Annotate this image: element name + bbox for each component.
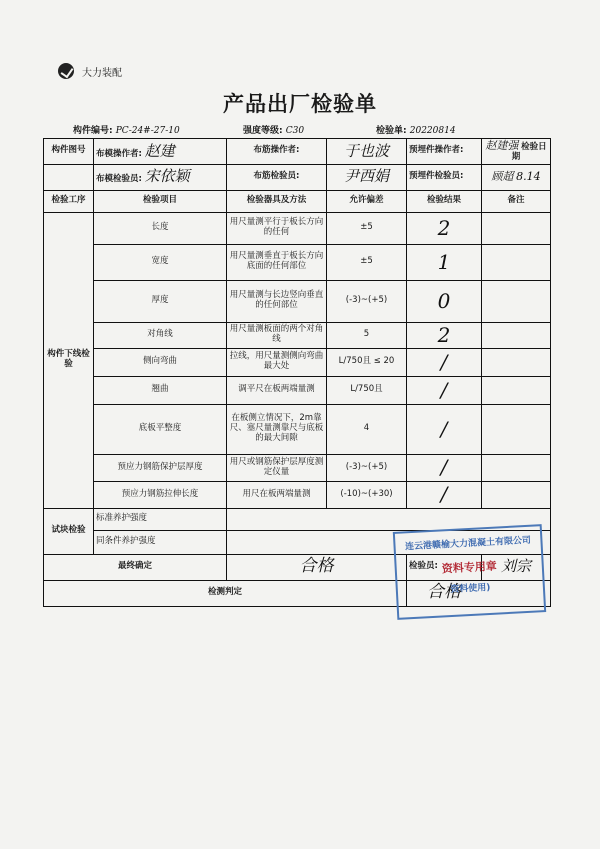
embed-operator: 预埋件操作者: [407,139,482,165]
strength-grade: 强度等级: C30 [243,126,305,136]
trial-label: 试块检验 [44,508,94,554]
rebar-inspector-label: 布筋检验员: [227,164,327,190]
embed-operator-value: 赵建强 检验日期 [482,139,551,165]
formwork-operator: 布模操作者: 赵建 [94,139,227,165]
table-row: 构件下线检验 长度 用尺量测平行于板长方向的任何 ±5 2 [44,212,551,244]
group-label: 构件下线检验 [44,212,94,508]
embed-inspector-value: 顾超 8.14 [482,164,551,190]
component-no: 构件编号: PC-24#-27-10 [73,126,180,136]
table-row: 厚度 用尺量测与长边竖向垂直的任何部位 (-3)~(+5) 0 [44,280,551,322]
formwork-inspector: 布模检验员: 宋依颖 [94,164,227,190]
judge-value: 合格 [407,580,551,606]
rebar-operator-label: 布筋操作者: [227,139,327,165]
table-row [44,139,551,165]
header-row: 检验工序 检验项目 检验器具及方法 允许偏差 检验结果 备注 [44,190,551,212]
table-row: 宽度 用尺量测垂直于板长方向底面的任何部位 ±5 1 [44,244,551,280]
company-stamp: 连云港赣榆大力混凝土有限公司 资料专用章 资料使用) [393,524,546,620]
final-value: 合格 [227,554,407,580]
page-title: 产品出厂检验单 [223,92,377,116]
rebar-operator: 于也波 [327,139,407,165]
table-row: 预应力钢筋保护层厚度 用尺或钢筋保护层厚度测定仪量 (-3)~(+5) / [44,454,551,481]
table-row: 对角线 用尺量测板面的两个对角线 5 2 [44,322,551,348]
rebar-inspector: 尹西娟 [327,164,407,190]
table-row: 同条件养护强度 [44,530,551,554]
table-row: 翘曲 调平尺在板两端量测 L/750且 / [44,376,551,404]
table-row [44,164,551,190]
table-row: 预应力钢筋拉伸长度 用尺在板两端量测 (-10)~(+30) / [44,481,551,508]
table-row: 试块检验 标准养护强度 [44,508,551,530]
table-row: 检测判定 合格 [44,580,551,606]
embed-inspector-label: 预埋件检验员: [407,164,482,190]
table-row: 底板平整度 在板侧立情况下，2m靠尺、塞尺量测靠尺与底板的最大间隙 4 / [44,404,551,454]
brand-name: 大力装配 [82,67,122,79]
component-label: 构件图号 [44,139,94,165]
brand [58,63,122,79]
logo-icon [58,63,74,79]
inspection-no: 检验单: 20220814 [376,126,456,136]
table-row: 侧向弯曲 拉线，用尺量测侧向弯曲最大处 L/750且 ≤ 20 / [44,348,551,376]
table-row: 最终确定 合格 检验员: 刘宗 [44,554,551,580]
